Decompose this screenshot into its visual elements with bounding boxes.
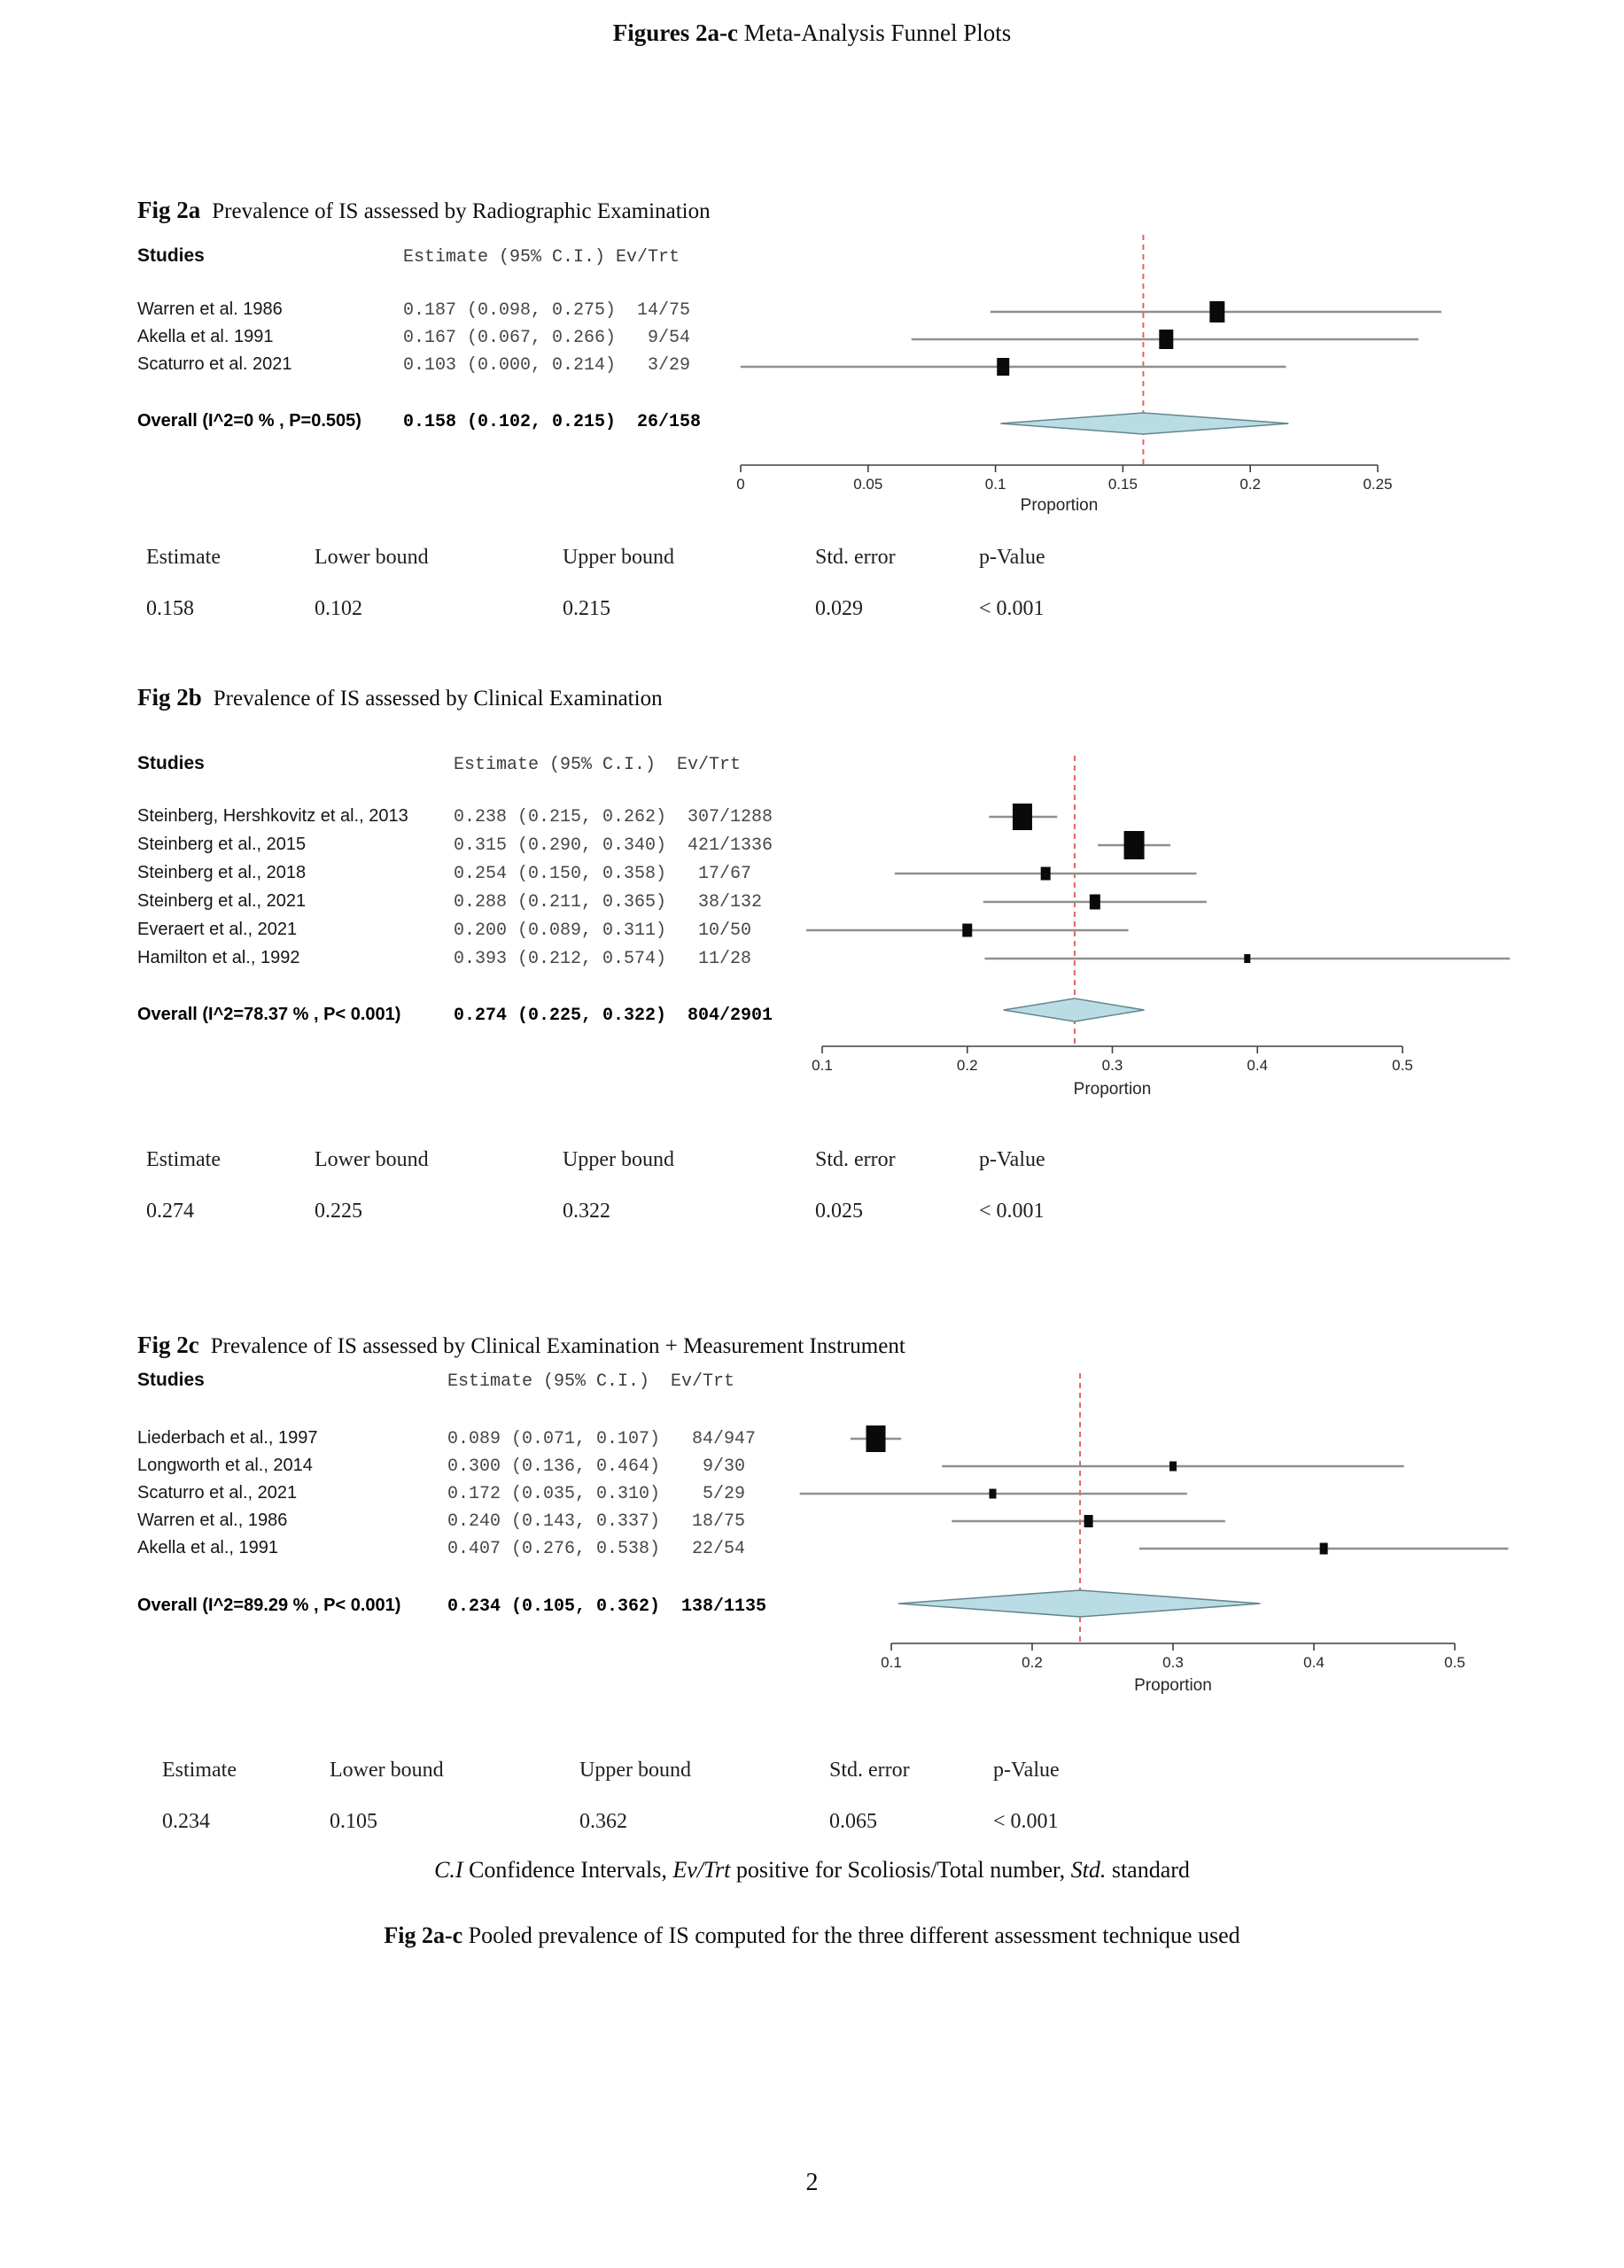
- axis-tick-label: 0: [736, 476, 745, 493]
- axis-tick-label: 0.5: [1392, 1057, 1413, 1074]
- figure-2a-label: Fig 2a: [137, 197, 201, 223]
- figure-2c-studies-column-header: Studies: [137, 1370, 205, 1390]
- document-title: [0, 19, 1624, 47]
- x-axis-title: Proportion: [1134, 1676, 1212, 1695]
- figure-2b-label: Fig 2b: [137, 684, 202, 711]
- forest-plot-fig2b: [620, 749, 1559, 1103]
- study-estimate-square: [1244, 954, 1250, 963]
- study-values: 0.407 (0.276, 0.538) 22/54: [447, 1539, 746, 1559]
- summary-header: Upper bound: [579, 1759, 691, 1782]
- study-values: 0.200 (0.089, 0.311) 10/50: [454, 920, 752, 941]
- summary-value: 0.102: [315, 597, 362, 620]
- study-name: Warren et al., 1986: [137, 1511, 288, 1530]
- summary-value: 0.322: [563, 1200, 610, 1223]
- study-estimate-square: [989, 1489, 996, 1499]
- study-name: Liederbach et al., 1997: [137, 1428, 318, 1448]
- axis-tick-label: 0.1: [881, 1654, 902, 1671]
- study-estimate-square: [1090, 895, 1100, 910]
- study-values: 0.315 (0.290, 0.340) 421/1336: [454, 835, 773, 856]
- summary-value: 0.105: [330, 1810, 377, 1833]
- figure-2c-title: Prevalence of IS assessed by Clinical Examination + Measurement Instrument: [210, 1334, 905, 1358]
- study-name: Scaturro et al., 2021: [137, 1483, 298, 1503]
- study-values: 0.089 (0.071, 0.107) 84/947: [447, 1429, 757, 1449]
- summary-header: Estimate: [162, 1759, 237, 1782]
- study-estimate-square: [1159, 330, 1173, 349]
- study-name: Akella et al., 1991: [137, 1538, 278, 1557]
- summary-header: p-Value: [979, 1148, 1045, 1171]
- document-title-rest: Meta-Analysis Funnel Plots: [737, 19, 1012, 46]
- study-estimate-square: [962, 924, 972, 937]
- study-values: 0.393 (0.212, 0.574) 11/28: [454, 949, 752, 969]
- forest-plot-fig2a: [620, 230, 1559, 536]
- summary-header: p-Value: [993, 1759, 1060, 1782]
- summary-value: < 0.001: [979, 597, 1045, 620]
- summary-value: 0.274: [146, 1200, 194, 1223]
- study-estimate-square: [1320, 1543, 1328, 1555]
- overall-label: Overall (I^2=78.37 % , P< 0.001): [137, 1005, 401, 1024]
- footnote-text: standard: [1106, 1857, 1190, 1883]
- axis-tick-label: 0.25: [1363, 476, 1393, 493]
- figure-2b-heading: [137, 684, 663, 711]
- summary-value: 0.225: [315, 1200, 362, 1223]
- axis-tick-label: 0.1: [812, 1057, 833, 1074]
- figure-2a-title: Prevalence of IS assessed by Radiographic Examination: [212, 199, 711, 223]
- figure-caption: [0, 1922, 1624, 1949]
- summary-value: < 0.001: [979, 1200, 1045, 1223]
- summary-header: Upper bound: [563, 546, 674, 569]
- study-values: 0.238 (0.215, 0.262) 307/1288: [454, 807, 773, 827]
- overall-diamond: [1004, 998, 1145, 1021]
- study-values: 0.254 (0.150, 0.358) 17/67: [454, 864, 752, 884]
- summary-value: 0.029: [815, 597, 863, 620]
- overall-values: 0.274 (0.225, 0.322) 804/2901: [454, 1006, 773, 1026]
- study-values: 0.187 (0.098, 0.275) 14/75: [403, 300, 691, 321]
- study-values: 0.300 (0.136, 0.464) 9/30: [447, 1456, 746, 1477]
- summary-header: Upper bound: [563, 1148, 674, 1171]
- study-name: Longworth et al., 2014: [137, 1456, 313, 1475]
- abbr-evtrt: Ev/Trt: [672, 1857, 731, 1883]
- axis-tick-label: 0.1: [984, 476, 1006, 493]
- abbreviations-footnote: [0, 1857, 1624, 1884]
- footnote-text: positive for Scoliosis/Total number,: [730, 1857, 1071, 1883]
- caption-bold: Fig 2a-c: [384, 1922, 463, 1948]
- axis-tick-label: 0.2: [956, 1057, 978, 1074]
- axis-tick-label: 0.15: [1107, 476, 1138, 493]
- figure-2c-label: Fig 2c: [137, 1332, 199, 1358]
- figure-2a-heading: [137, 197, 711, 224]
- study-values: 0.172 (0.035, 0.310) 5/29: [447, 1484, 746, 1504]
- axis-tick-label: 0.05: [853, 476, 883, 493]
- axis-tick-label: 0.5: [1444, 1654, 1465, 1671]
- axis-tick-label: 0.4: [1303, 1654, 1325, 1671]
- figure-2a-studies-column-header: Studies: [137, 245, 205, 266]
- summary-header: Estimate: [146, 1148, 221, 1171]
- study-name: Steinberg, Hershkovitz et al., 2013: [137, 806, 408, 826]
- axis-tick-label: 0.2: [1022, 1654, 1043, 1671]
- abbr-ci: C.I: [434, 1857, 463, 1883]
- summary-header: Lower bound: [330, 1759, 444, 1782]
- study-estimate-square: [866, 1425, 886, 1452]
- summary-header: Lower bound: [315, 546, 429, 569]
- axis-tick-label: 0.2: [1239, 476, 1262, 493]
- study-name: Steinberg et al., 2018: [137, 863, 307, 882]
- study-values: 0.103 (0.000, 0.214) 3/29: [403, 355, 691, 376]
- figure-2c-heading: [137, 1332, 905, 1359]
- study-name: Hamilton et al., 1992: [137, 948, 300, 967]
- document-title-bold: Figures 2a-c: [612, 19, 738, 46]
- overall-diamond: [898, 1590, 1261, 1617]
- study-name: Warren et al. 1986: [137, 299, 283, 319]
- figure-2b-studies-column-header: Studies: [137, 753, 205, 773]
- study-estimate-square: [997, 358, 1009, 376]
- study-values: 0.288 (0.211, 0.365) 38/132: [454, 892, 763, 913]
- study-estimate-square: [1169, 1462, 1177, 1472]
- overall-label: Overall (I^2=89.29 % , P< 0.001): [137, 1596, 401, 1615]
- study-estimate-square: [1041, 867, 1051, 881]
- figure-2b-estimate-column-header: Estimate (95% C.I.) Ev/Trt: [454, 755, 742, 775]
- summary-header: Std. error: [829, 1759, 910, 1782]
- summary-header: Lower bound: [315, 1148, 429, 1171]
- figure-2c-estimate-column-header: Estimate (95% C.I.) Ev/Trt: [447, 1371, 735, 1392]
- axis-tick-label: 0.4: [1247, 1057, 1269, 1074]
- figure-2a-estimate-column-header: Estimate (95% C.I.) Ev/Trt: [403, 247, 680, 268]
- study-name: Steinberg et al., 2015: [137, 835, 307, 854]
- forest-plot-fig2c: [620, 1364, 1559, 1719]
- summary-header: Std. error: [815, 1148, 896, 1171]
- page-number: 2: [805, 2169, 819, 2196]
- summary-value: 0.234: [162, 1810, 210, 1833]
- study-estimate-square: [1013, 804, 1032, 830]
- figure-2b-title: Prevalence of IS assessed by Clinical Examination: [213, 687, 663, 711]
- study-estimate-square: [1124, 831, 1145, 859]
- summary-header: Estimate: [146, 546, 221, 569]
- overall-diamond: [1000, 413, 1288, 434]
- summary-header: Std. error: [815, 546, 896, 569]
- study-name: Akella et al. 1991: [137, 327, 274, 346]
- overall-values: 0.158 (0.102, 0.215) 26/158: [403, 412, 702, 432]
- overall-label: Overall (I^2=0 % , P=0.505): [137, 411, 361, 431]
- overall-values: 0.234 (0.105, 0.362) 138/1135: [447, 1596, 767, 1617]
- study-values: 0.240 (0.143, 0.337) 18/75: [447, 1511, 746, 1532]
- summary-header: p-Value: [979, 546, 1045, 569]
- study-name: Scaturro et al. 2021: [137, 354, 292, 374]
- abbr-std: Std.: [1070, 1857, 1107, 1883]
- summary-value: 0.362: [579, 1810, 627, 1833]
- study-name: Everaert et al., 2021: [137, 920, 298, 939]
- summary-value: 0.158: [146, 597, 194, 620]
- summary-value: 0.215: [563, 597, 610, 620]
- study-values: 0.167 (0.067, 0.266) 9/54: [403, 328, 691, 348]
- x-axis-title: Proportion: [1020, 496, 1099, 515]
- caption-text: Pooled prevalence of IS computed for the three different assessment technique used: [462, 1922, 1240, 1948]
- study-name: Steinberg et al., 2021: [137, 891, 307, 911]
- study-estimate-square: [1084, 1515, 1093, 1527]
- axis-tick-label: 0.3: [1101, 1057, 1123, 1074]
- summary-value: < 0.001: [993, 1810, 1059, 1833]
- study-estimate-square: [1209, 301, 1224, 322]
- axis-tick-label: 0.3: [1162, 1654, 1184, 1671]
- x-axis-title: Proportion: [1073, 1080, 1152, 1099]
- footnote-text: Confidence Intervals,: [462, 1857, 673, 1883]
- summary-value: 0.025: [815, 1200, 863, 1223]
- summary-value: 0.065: [829, 1810, 877, 1833]
